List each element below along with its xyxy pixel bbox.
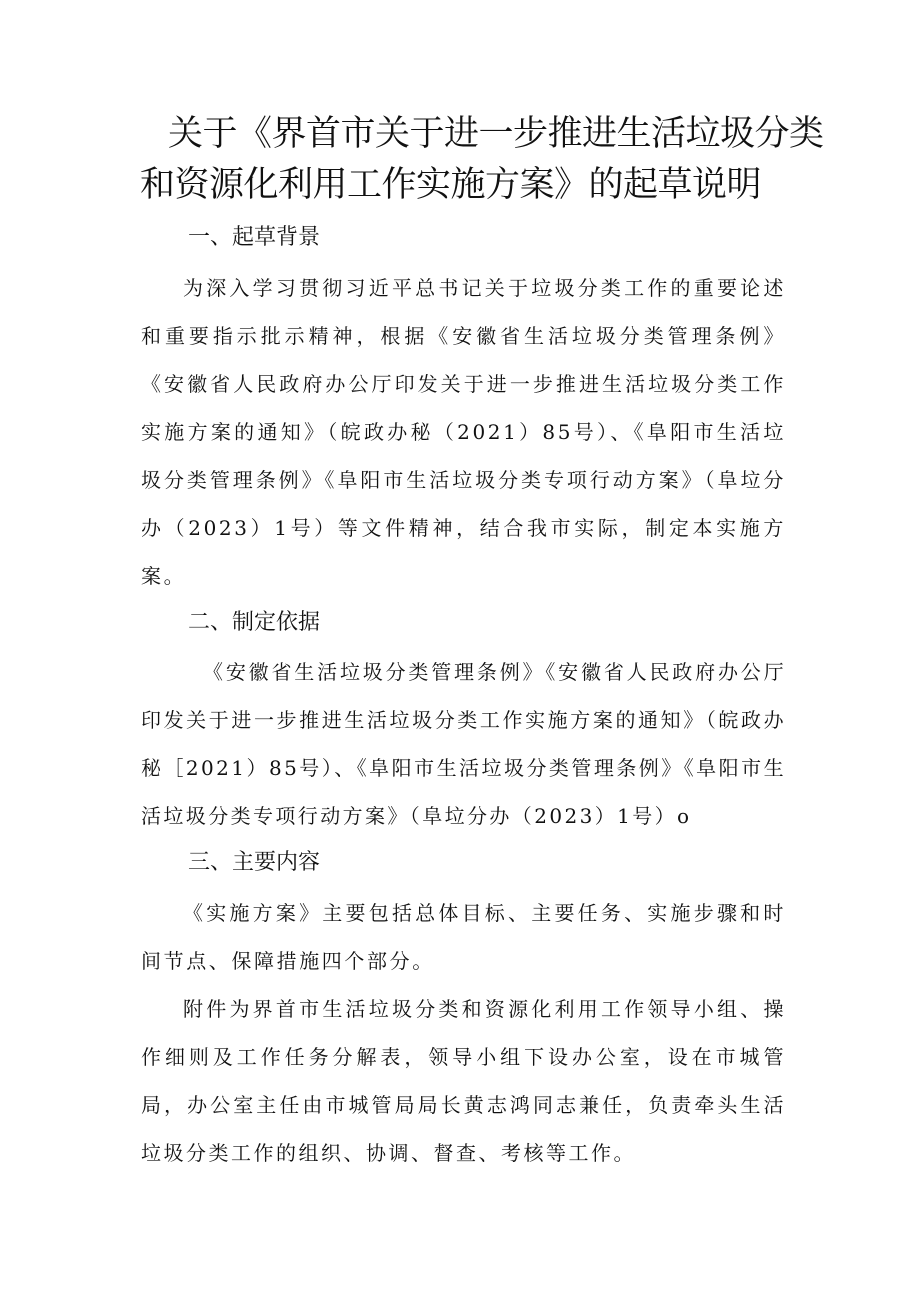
paragraph-background: 为深入学习贯彻习近平总书记关于垃圾分类工作的重要论述和重要指示批示精神，根据《安徽省生活垃圾分类管理条例》《安徽省人民政府办公厅印发关于进一步推进生活垃圾分类工作实施方案的通知》（皖政办秘（2021）85号）、《阜阳市生活垃圾分类管理条例》《阜阳市生活垃圾分类专项行动方案》（阜垃分办（2023）1号）等文件精神，结合我市实际，制定本实施方案。 — [141, 276, 786, 588]
document-title-line-1: 关于《界首市关于进一步推进生活垃圾分类 — [168, 114, 824, 154]
paragraph-basis: 《安徽省生活垃圾分类管理条例》《安徽省人民政府办公厅印发关于进一步推进生活垃圾分类工作实施方案的通知》（皖政办秘［2021）85号）、《阜阳市生活垃圾分类管理条例》《阜阳市生活垃圾分类专项行动方案》（阜垃分办（2023）1号）o — [141, 660, 786, 828]
document-title-line-2: 和资源化利用工作实施方案》的起草说明 — [140, 165, 762, 205]
paragraph-content-summary: 《实施方案》主要包括总体目标、主要任务、实施步骤和时间节点、保障措施四个部分。 — [141, 901, 786, 973]
paragraph-content-attachment: 附件为界首市生活垃圾分类和资源化利用工作领导小组、操作细则及工作任务分解表，领导小组下设办公室，设在市城管局，办公室主任由市城管局局长黄志鸿同志兼任，负责牵头生活垃圾分类工作的组织、协调、督查、考核等工作。 — [141, 997, 786, 1165]
section-heading-basis: 二、制定依据 — [188, 610, 321, 635]
section-heading-content: 三、主要内容 — [188, 850, 321, 875]
section-heading-background: 一、起草背景 — [188, 225, 321, 250]
